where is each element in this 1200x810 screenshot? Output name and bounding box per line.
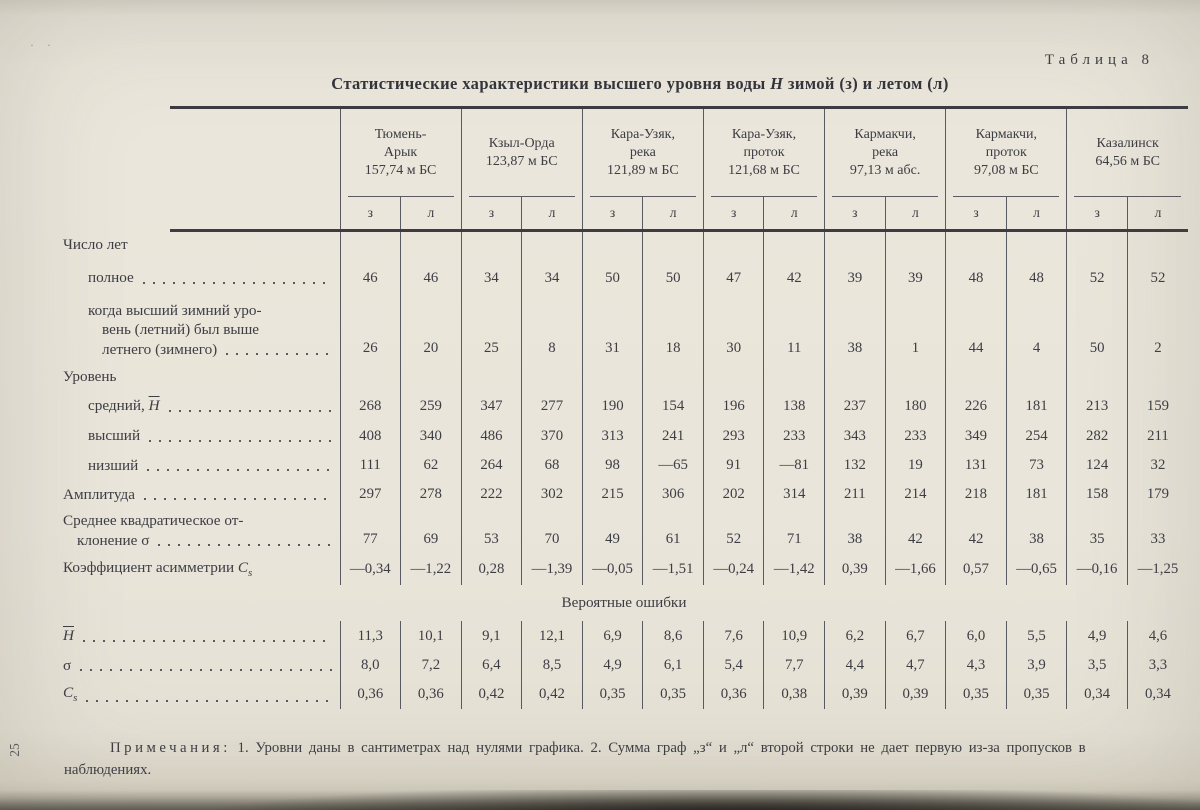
dot-leader xyxy=(149,440,331,442)
data-cell: 69 xyxy=(401,509,462,554)
data-cell: —81 xyxy=(764,451,825,480)
data-cell xyxy=(946,229,1007,261)
data-cell: 6,4 xyxy=(461,651,522,680)
data-cell: 39 xyxy=(825,261,886,295)
data-cell: 77 xyxy=(340,509,401,554)
data-cell: 343 xyxy=(825,421,886,451)
row-label: низший xyxy=(60,451,340,480)
data-cell: 2 xyxy=(1127,295,1188,363)
data-cell: —0,16 xyxy=(1067,554,1128,585)
season-header: з xyxy=(703,197,764,229)
table-row xyxy=(60,509,1188,554)
table-number-label: Таблица 8 xyxy=(1044,52,1154,68)
data-cell: 53 xyxy=(461,509,522,554)
data-cell: 214 xyxy=(885,480,946,509)
data-cell: 278 xyxy=(401,480,462,509)
data-cell: 349 xyxy=(946,421,1007,451)
row-label: Амплитуда xyxy=(60,480,340,509)
data-cell xyxy=(401,363,462,391)
data-cell: 39 xyxy=(885,261,946,295)
data-cell xyxy=(764,229,825,261)
dot-leader xyxy=(143,282,332,284)
data-cell xyxy=(885,229,946,261)
header-rule xyxy=(170,229,1188,232)
data-cell: 254 xyxy=(1006,421,1067,451)
data-cell: 6,2 xyxy=(825,621,886,651)
data-cell: 190 xyxy=(582,391,643,421)
data-cell: —65 xyxy=(643,451,704,480)
station-header: Кармакчи, река 97,13 м абс. xyxy=(825,109,946,197)
data-cell: 50 xyxy=(643,261,704,295)
data-cell: 196 xyxy=(703,391,764,421)
data-cell: 0,39 xyxy=(825,680,886,709)
dot-leader xyxy=(144,498,332,500)
data-cell: 131 xyxy=(946,451,1007,480)
data-cell: 215 xyxy=(582,480,643,509)
data-cell: 233 xyxy=(764,421,825,451)
data-cell: 5,4 xyxy=(703,651,764,680)
data-cell: 218 xyxy=(946,480,1007,509)
station-header: Казалинск 64,56 м БС xyxy=(1067,109,1188,197)
dot-leader xyxy=(86,700,331,702)
data-cell xyxy=(1067,229,1128,261)
data-cell: 4,4 xyxy=(825,651,886,680)
data-cell: 0,38 xyxy=(764,680,825,709)
data-cell: 8,6 xyxy=(643,621,704,651)
data-cell: 3,5 xyxy=(1067,651,1128,680)
data-cell: 268 xyxy=(340,391,401,421)
data-cell: 132 xyxy=(825,451,886,480)
table-row xyxy=(60,651,1188,680)
corner-marks: · · xyxy=(30,38,56,52)
data-cell: 111 xyxy=(340,451,401,480)
data-cell: 1 xyxy=(885,295,946,363)
data-cell: —0,65 xyxy=(1006,554,1067,585)
data-cell: 0,36 xyxy=(703,680,764,709)
season-header: л xyxy=(522,197,583,229)
data-cell: 159 xyxy=(1127,391,1188,421)
dot-leader xyxy=(80,669,331,671)
data-cell: 211 xyxy=(1127,421,1188,451)
data-cell xyxy=(825,363,886,391)
data-cell: 8,5 xyxy=(522,651,583,680)
data-cell: 0,39 xyxy=(825,554,886,585)
stub-header xyxy=(60,109,340,197)
data-cell: —0,34 xyxy=(340,554,401,585)
data-cell: 6,0 xyxy=(946,621,1007,651)
station-header: Кзыл-Орда 123,87 м БС xyxy=(461,109,582,197)
data-cell: 52 xyxy=(1127,261,1188,295)
data-cell xyxy=(946,363,1007,391)
data-cell: 293 xyxy=(703,421,764,451)
main-table xyxy=(60,109,1188,709)
data-cell: 0,36 xyxy=(340,680,401,709)
data-cell xyxy=(522,229,583,261)
row-label: высший xyxy=(60,421,340,451)
data-cell xyxy=(522,363,583,391)
data-cell: 70 xyxy=(522,509,583,554)
data-cell: 302 xyxy=(522,480,583,509)
season-header: л xyxy=(401,197,462,229)
notes-label: Примечания: xyxy=(110,740,231,756)
data-cell xyxy=(643,229,704,261)
season-header: з xyxy=(1067,197,1128,229)
page-title: Статистические характеристики высшего уровня воды H зимой (з) и летом (л) xyxy=(331,74,949,93)
data-cell: 7,2 xyxy=(401,651,462,680)
data-cell: 42 xyxy=(885,509,946,554)
data-cell: 6,9 xyxy=(582,621,643,651)
data-cell: —1,51 xyxy=(643,554,704,585)
section-heading: Вероятные ошибки xyxy=(561,594,687,611)
data-cell xyxy=(582,363,643,391)
data-cell: 20 xyxy=(401,295,462,363)
row-label: когда высший зимний уро- вень (летний) был выше летнего (зимнего) xyxy=(60,295,340,363)
data-cell xyxy=(340,363,401,391)
data-cell: 0,39 xyxy=(885,680,946,709)
station-header: Кара-Узяк, река 121,89 м БС xyxy=(582,109,703,197)
table-row xyxy=(60,391,1188,421)
data-cell: 35 xyxy=(1067,509,1128,554)
data-cell: 237 xyxy=(825,391,886,421)
data-cell xyxy=(885,363,946,391)
table-row xyxy=(60,451,1188,480)
data-cell: 3,9 xyxy=(1006,651,1067,680)
data-cell: 181 xyxy=(1006,391,1067,421)
data-cell: 11 xyxy=(764,295,825,363)
data-cell: 259 xyxy=(401,391,462,421)
data-cell: 7,7 xyxy=(764,651,825,680)
data-cell: 34 xyxy=(461,261,522,295)
data-cell: 52 xyxy=(1067,261,1128,295)
data-cell: 48 xyxy=(1006,261,1067,295)
data-cell: 30 xyxy=(703,295,764,363)
data-cell: 52 xyxy=(703,509,764,554)
data-cell: —0,24 xyxy=(703,554,764,585)
data-cell: 202 xyxy=(703,480,764,509)
data-cell: 3,3 xyxy=(1127,651,1188,680)
data-cell: 4,6 xyxy=(1127,621,1188,651)
row-label: средний, $\overline{H}$ xyxy=(60,391,340,421)
season-header: л xyxy=(1127,197,1188,229)
data-cell: 48 xyxy=(946,261,1007,295)
data-cell: 408 xyxy=(340,421,401,451)
station-underline xyxy=(832,196,938,197)
station-underline xyxy=(590,196,696,197)
data-cell: 306 xyxy=(643,480,704,509)
data-cell xyxy=(401,229,462,261)
data-cell: 370 xyxy=(522,421,583,451)
data-cell: 0,57 xyxy=(946,554,1007,585)
data-cell: 138 xyxy=(764,391,825,421)
data-cell: 0,35 xyxy=(946,680,1007,709)
data-cell: 233 xyxy=(885,421,946,451)
data-cell: 47 xyxy=(703,261,764,295)
data-cell: 0,35 xyxy=(643,680,704,709)
data-cell: 180 xyxy=(885,391,946,421)
station-underline xyxy=(953,196,1059,197)
table-row xyxy=(60,480,1188,509)
data-cell: 10,1 xyxy=(401,621,462,651)
data-cell: 277 xyxy=(522,391,583,421)
data-cell: —1,25 xyxy=(1127,554,1188,585)
data-cell: 33 xyxy=(1127,509,1188,554)
data-cell: 98 xyxy=(582,451,643,480)
data-cell: 158 xyxy=(1067,480,1128,509)
row-label: Уровень xyxy=(63,368,117,386)
data-cell: 38 xyxy=(1006,509,1067,554)
row-label: σ xyxy=(60,651,340,680)
station-underline xyxy=(469,196,575,197)
data-cell: 91 xyxy=(703,451,764,480)
data-cell: 179 xyxy=(1127,480,1188,509)
data-cell: 213 xyxy=(1067,391,1128,421)
row-label: $\overline{H}$ xyxy=(60,621,340,651)
data-cell xyxy=(643,363,704,391)
dot-leader xyxy=(147,469,331,471)
row-label: Среднее квадратическое от- клонение σ xyxy=(60,509,340,554)
data-cell: 154 xyxy=(643,391,704,421)
data-cell: 50 xyxy=(582,261,643,295)
data-cell: 347 xyxy=(461,391,522,421)
data-cell xyxy=(461,363,522,391)
data-cell: —1,42 xyxy=(764,554,825,585)
season-header: л xyxy=(885,197,946,229)
data-cell: 26 xyxy=(340,295,401,363)
data-cell xyxy=(703,363,764,391)
data-cell: 4,3 xyxy=(946,651,1007,680)
data-cell xyxy=(461,229,522,261)
table-row xyxy=(60,621,1188,651)
dot-leader xyxy=(158,544,331,546)
station-underline xyxy=(348,196,454,197)
data-cell: 38 xyxy=(825,509,886,554)
data-cell xyxy=(1127,363,1188,391)
page-number: 25 xyxy=(6,743,22,757)
data-cell: 50 xyxy=(1067,295,1128,363)
station-underline xyxy=(711,196,817,197)
data-cell: 486 xyxy=(461,421,522,451)
data-cell: 49 xyxy=(582,509,643,554)
data-cell: 4,9 xyxy=(582,651,643,680)
data-cell xyxy=(703,229,764,261)
data-cell: 211 xyxy=(825,480,886,509)
table-row xyxy=(60,229,1188,261)
data-cell xyxy=(825,229,886,261)
season-header: з xyxy=(582,197,643,229)
data-cell: 71 xyxy=(764,509,825,554)
data-cell: 8,0 xyxy=(340,651,401,680)
data-cell: 25 xyxy=(461,295,522,363)
table-body xyxy=(60,229,1188,709)
data-cell xyxy=(1006,229,1067,261)
data-cell: 10,9 xyxy=(764,621,825,651)
data-cell: —0,05 xyxy=(582,554,643,585)
data-cell xyxy=(1006,363,1067,391)
data-cell: —1,66 xyxy=(885,554,946,585)
table-notes xyxy=(64,737,1170,781)
data-cell: 31 xyxy=(582,295,643,363)
notes-body: 1. Уровни даны в сантиметрах над нулями графика. 2. Сумма граф „з“ и „л“ второй строки не дает первую из-за пропусков в наблюдениях. xyxy=(64,740,1086,779)
data-cell: 222 xyxy=(461,480,522,509)
data-cell: 6,1 xyxy=(643,651,704,680)
dot-leader xyxy=(226,353,331,355)
row-label: Число лет xyxy=(63,236,128,254)
data-cell: 181 xyxy=(1006,480,1067,509)
table-row xyxy=(60,554,1188,585)
data-cell: 0,42 xyxy=(522,680,583,709)
table-header xyxy=(60,109,1188,229)
data-cell: 314 xyxy=(764,480,825,509)
table-row xyxy=(60,680,1188,709)
season-header: л xyxy=(764,197,825,229)
data-cell: 282 xyxy=(1067,421,1128,451)
data-cell: 44 xyxy=(946,295,1007,363)
data-cell: 0,34 xyxy=(1067,680,1128,709)
data-cell: 11,3 xyxy=(340,621,401,651)
data-cell: 241 xyxy=(643,421,704,451)
station-header: Кармакчи, проток 97,08 м БС xyxy=(946,109,1067,197)
data-cell: 7,6 xyxy=(703,621,764,651)
table-row xyxy=(60,295,1188,363)
section-row xyxy=(60,585,1188,621)
data-cell: 5,5 xyxy=(1006,621,1067,651)
station-header: Тюмень- Арык 157,74 м БС xyxy=(340,109,461,197)
dot-leader xyxy=(169,410,332,412)
station-header: Кара-Узяк, проток 121,68 м БС xyxy=(703,109,824,197)
dot-leader xyxy=(83,640,332,642)
data-cell: 46 xyxy=(340,261,401,295)
stub-header xyxy=(60,197,340,229)
data-cell xyxy=(582,229,643,261)
data-cell: 12,1 xyxy=(522,621,583,651)
table-row xyxy=(60,261,1188,295)
data-cell: 4,7 xyxy=(885,651,946,680)
row-label: Коэффициент асимметрии $C_s$ xyxy=(63,559,253,580)
data-cell: 297 xyxy=(340,480,401,509)
data-cell: 4,9 xyxy=(1067,621,1128,651)
data-cell xyxy=(764,363,825,391)
data-cell: 34 xyxy=(522,261,583,295)
data-cell: 6,7 xyxy=(885,621,946,651)
data-cell: 226 xyxy=(946,391,1007,421)
data-cell: 264 xyxy=(461,451,522,480)
data-cell: 68 xyxy=(522,451,583,480)
season-header: л xyxy=(643,197,704,229)
data-cell: 32 xyxy=(1127,451,1188,480)
season-header: л xyxy=(1006,197,1067,229)
season-header: з xyxy=(340,197,401,229)
table-row xyxy=(60,421,1188,451)
top-rule xyxy=(170,106,1188,109)
data-cell: 42 xyxy=(946,509,1007,554)
data-cell: —1,22 xyxy=(401,554,462,585)
season-header: з xyxy=(825,197,886,229)
row-label: $C_s$ xyxy=(60,680,340,709)
data-cell: 124 xyxy=(1067,451,1128,480)
data-cell: 0,42 xyxy=(461,680,522,709)
data-cell: 46 xyxy=(401,261,462,295)
data-cell: 0,28 xyxy=(461,554,522,585)
data-cell: 340 xyxy=(401,421,462,451)
data-cell xyxy=(1127,229,1188,261)
data-cell: 0,34 xyxy=(1127,680,1188,709)
data-cell: 42 xyxy=(764,261,825,295)
data-cell: 61 xyxy=(643,509,704,554)
data-cell: 38 xyxy=(825,295,886,363)
data-cell: —1,39 xyxy=(522,554,583,585)
data-cell: 313 xyxy=(582,421,643,451)
data-cell: 9,1 xyxy=(461,621,522,651)
data-cell: 0,36 xyxy=(401,680,462,709)
table-row xyxy=(60,363,1188,391)
season-header: з xyxy=(946,197,1007,229)
data-cell: 0,35 xyxy=(1006,680,1067,709)
data-cell xyxy=(1067,363,1128,391)
data-cell: 8 xyxy=(522,295,583,363)
data-cell xyxy=(340,229,401,261)
data-cell: 62 xyxy=(401,451,462,480)
station-header-row xyxy=(60,109,1188,197)
season-header: з xyxy=(461,197,522,229)
data-cell: 19 xyxy=(885,451,946,480)
data-cell: 4 xyxy=(1006,295,1067,363)
season-header-row xyxy=(60,197,1188,229)
row-label: полное xyxy=(60,261,340,295)
photo-bottom-edge xyxy=(0,790,1200,810)
data-cell: 18 xyxy=(643,295,704,363)
data-cell: 73 xyxy=(1006,451,1067,480)
station-underline xyxy=(1074,196,1181,197)
data-cell: 0,35 xyxy=(582,680,643,709)
